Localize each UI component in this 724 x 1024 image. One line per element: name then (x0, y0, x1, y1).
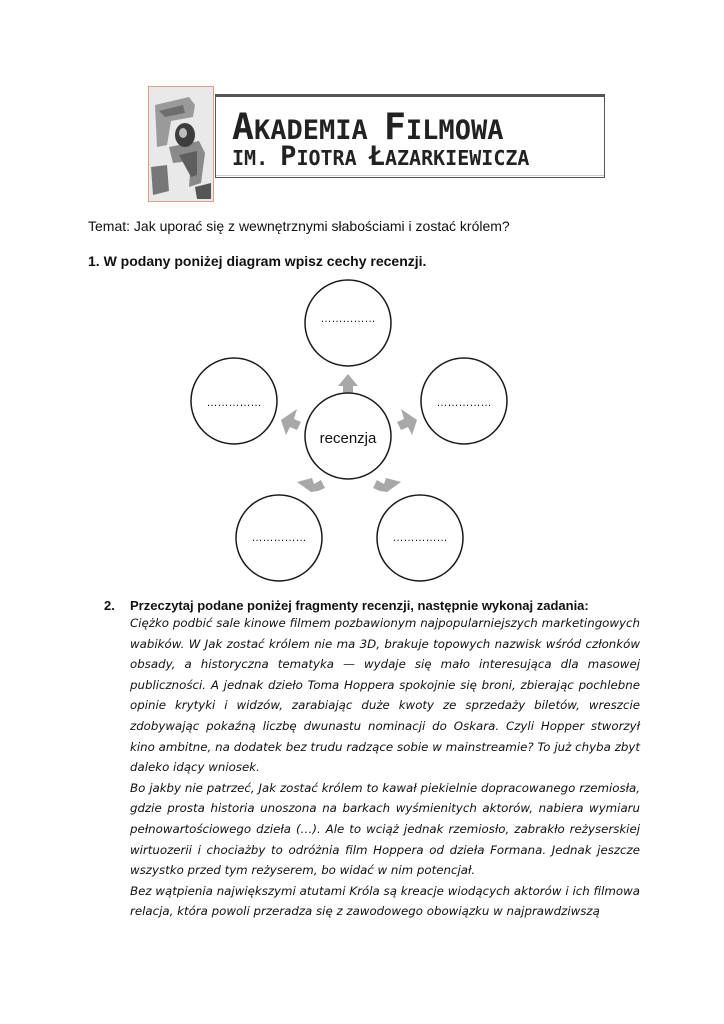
task-1-title: 1. W podany poniżej diagram wpisz cechy recenzji. (88, 253, 427, 269)
diagram-node-blank: …………… (251, 532, 307, 544)
task-2-title: Przeczytaj podane poniżej fragmenty recenzji, następnie wykonaj zadania: (130, 598, 589, 613)
logo-photo-hands-frame (148, 86, 214, 202)
arrow-up-right-icon (397, 409, 417, 435)
arrow-up-left-icon (281, 409, 301, 435)
school-logo (148, 86, 606, 202)
diagram-node-blank: …………… (392, 532, 448, 544)
review-paragraph: Bo jakby nie patrzeć, Jak zostać królem to kawał piekielnie dopracowanego rzemiosła, gdzie prosta historia unoszona na barkach wyśmienitych aktorów, nabiera wymiaru pełnowartościowego dzieła (…). Ale to wciąż jednak rzemiosło, zabrakło reżyserskiej wirtuozerii i chociażby to odróżnia film Hoppera od dzieła Formana. Jednak jeszcze wszystko przed tym reżyserem, bo widać w nim potencjał. (130, 780, 640, 878)
logo-divider (216, 175, 604, 176)
arrow-down-left-icon (297, 478, 325, 492)
arrow-up-icon (338, 374, 358, 393)
diagram-node-blank: …………… (206, 397, 262, 409)
review-paragraph: Ciężko podbić sale kinowe filmem pozbawionym najpopularniejszych marketingowych wabików. W Jak zostać królem nie ma 3D, brakuje topowych nazwisk wśród członków obsady, a historyczna tematyka — wydaje się mało interesująca dla masowej publiczności. A jednak dzieło Toma Hoppera spokojnie się broni, zbierając pochlebne opinie krytyki i widzów, zarabiając duże kwoty ze sprzedaży biletów, wreszcie zdobywając pokaźną liczbę dwunastu nominacji do Oskara. Czyli Hopper stworzył kino ambitne, na dodatek bez trudu radzące sobie w mainstreamie? To już chyba zbyt daleko idący wniosek. (130, 616, 640, 775)
hands-frame-image (149, 87, 213, 201)
review-paragraph: Bez wątpienia największymi atutami Króla są kreacje wiodących aktorów i ich filmowa relacja, która powoli przeradza się z zawodowego obowiązku w najprawdziwszą (130, 883, 640, 919)
diagram-center-label: recenzja (319, 430, 377, 447)
logo-title: AKADEMIA FILMOWA (232, 105, 504, 148)
diagram-node-blank: …………… (436, 397, 492, 409)
task-2 (104, 598, 640, 922)
review-features-diagram (180, 272, 520, 582)
task-2-number: 2. (104, 598, 115, 613)
logo-subtitle: IM. PIOTRA ŁAZARKIEWICZA (232, 141, 530, 172)
arrow-down-right-icon (373, 478, 401, 492)
lesson-topic: Temat: Jak uporać się z wewnętrznymi słabościami i zostać królem? (88, 218, 510, 234)
task-2-heading (104, 598, 640, 613)
diagram-node-blank: …………… (320, 313, 376, 325)
logo-text-box (215, 94, 605, 178)
